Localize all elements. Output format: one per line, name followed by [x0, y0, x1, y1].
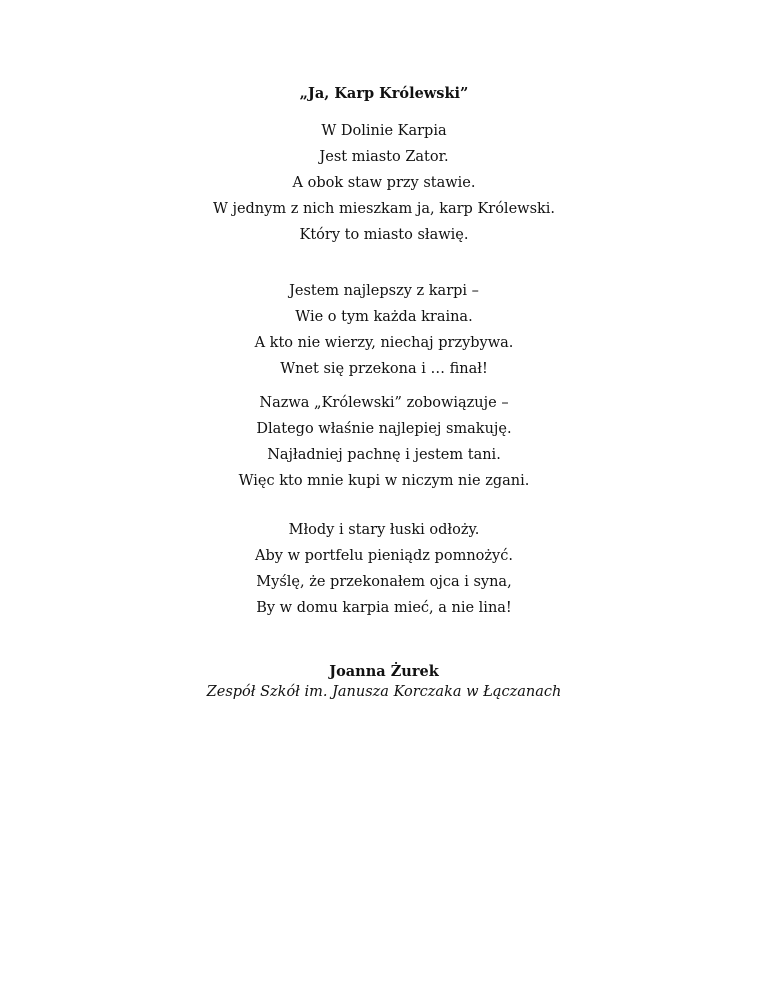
- school-name: Zespół Szkół im. Janusza Korczaka w Łączanach: [206, 684, 562, 700]
- poem-line: Dlatego właśnie najlepiej smakuję.: [256, 421, 512, 437]
- stanza-2: [0, 278, 768, 382]
- stanza-4: [0, 517, 768, 621]
- poem-line: Aby w portfelu pieniądz pomnożyć.: [255, 548, 513, 564]
- poem-line: Który to miasto sławię.: [299, 227, 469, 243]
- poem-line: Więc kto mnie kupi w niczym nie zgani.: [238, 473, 530, 489]
- poem-line: W Dolinie Karpia: [321, 123, 447, 139]
- poem-title: „Ja, Karp Królewski”: [299, 85, 469, 102]
- poem-line: W jednym z nich mieszkam ja, karp Królewski.: [212, 201, 556, 217]
- poem-line: Myślę, że przekonałem ojca i syna,: [256, 574, 512, 590]
- poem-line: Wie o tym każda kraina.: [295, 309, 473, 325]
- stanza-3: [0, 390, 768, 494]
- poem-line: By w domu karpia mieć, a nie lina!: [256, 600, 512, 616]
- stanza-1: [0, 118, 768, 248]
- poem-line: Najładniej pachnę i jestem tani.: [267, 447, 501, 463]
- author-name: Joanna Żurek: [329, 663, 439, 680]
- poem-line: A kto nie wierzy, niechaj przybywa.: [254, 335, 514, 351]
- poem-line: Młody i stary łuski odłoży.: [288, 522, 480, 538]
- poem-line: Jest miasto Zator.: [319, 149, 449, 165]
- poem-line: Jestem najlepszy z karpi –: [289, 283, 479, 299]
- poem-line: A obok staw przy stawie.: [292, 175, 476, 191]
- poem-line: Wnet się przekona i … finał!: [280, 361, 488, 377]
- poem-line: Nazwa „Królewski” zobowiązuje –: [259, 395, 509, 411]
